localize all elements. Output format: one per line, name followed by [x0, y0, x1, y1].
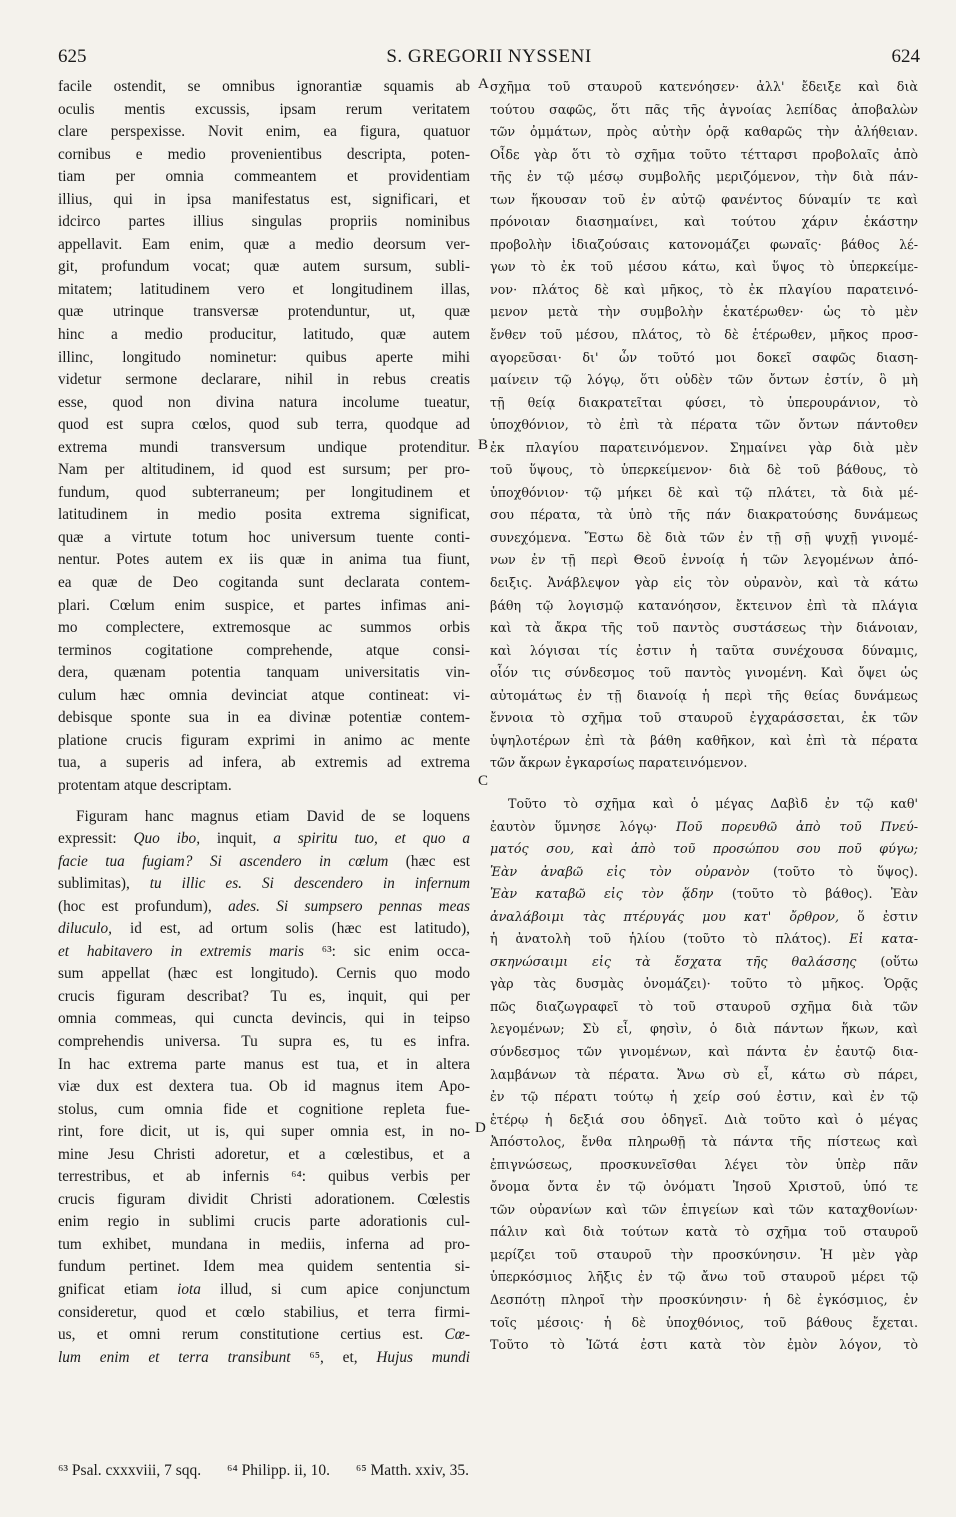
- latin-line: [58, 1256, 470, 1279]
- greek-line: [490, 906, 918, 929]
- latin-line: quod est supra cœlos, quod sub terra, quodque ad: [58, 416, 470, 434]
- greek-line: [490, 1289, 918, 1312]
- latin-segment: tu illic es. Si descendero in infernum: [149, 875, 470, 893]
- greek-line: προβολὴν ἰδιαζούσαις κατονομάζει φωναῖς· βάθος λέ-: [490, 236, 918, 252]
- greek-segment: πάλιν καὶ διὰ τούτων κατὰ τὸ σχῆμα τοῦ σταυροῦ: [490, 1224, 918, 1240]
- latin-segment: id est, ad ortum solis (hæc est latitudo),: [111, 920, 470, 938]
- greek-line: τῆς ἐν τῷ μέσῳ συμβολῆς μεριζόμενον, τὴν διὰ πάν-: [490, 169, 918, 185]
- latin-segment: rint, fore dicit, ut is, qui super omnia est, in no-: [58, 1123, 470, 1141]
- latin-segment: crucis figuram describat? Tu es, inquit, qui per: [58, 987, 470, 1005]
- greek-line: των ἥκουσαν τοῦ ἐν αὐτῷ φανέντος δύναμίν τε καὶ: [490, 191, 918, 207]
- latin-line: dera, quænam potentia tanquam universitatis vin-: [58, 664, 470, 682]
- latin-segment: comprehendis universa. Tu supra es, tu es infra.: [58, 1032, 470, 1050]
- latin-line: latitudinem in medio posita extrema significat,: [58, 506, 470, 524]
- latin-line: [58, 1234, 470, 1257]
- latin-line: hinc a medio producitur, latitudo, quæ autem: [58, 326, 470, 344]
- greek-line: αγορεῦσαι· δι' ὧν τοῦτό μοι δοκεῖ σαφῶς διαση-: [490, 349, 918, 365]
- greek-line: [490, 951, 918, 974]
- greek-line: [490, 1018, 918, 1041]
- greek-line: αὐτομάτως ἐν τῇ διανοίᾳ ἡ περὶ τῆς θείας δυνάμεως: [490, 687, 918, 703]
- greek-line: πρόνοιαν διασημαίνει, καὶ τούτου χάριν ἑκάστην: [490, 214, 918, 230]
- latin-line: appellavit. Eam enim, quæ a medio deorsum ver-: [58, 235, 470, 253]
- latin-segment: a spiritu tuo, et quo a: [273, 830, 470, 848]
- greek-line: [490, 861, 918, 884]
- greek-segment: ἑαυτὸν ὕμνησε λόγῳ·: [490, 818, 676, 834]
- greek-line: σχῆμα τοῦ σταυροῦ κατενόησεν· ἀλλ' ἔδειξε καὶ διὰ: [490, 79, 918, 94]
- greek-line: σου πέρατα, τὰ ὑπὸ τῆς πάν διακρατούσης δυνάμεως: [490, 507, 918, 523]
- latin-line: [58, 1166, 470, 1189]
- latin-segment: iota: [177, 1280, 201, 1298]
- latin-line: [58, 1324, 470, 1347]
- latin-line: [58, 873, 470, 896]
- greek-line: [490, 1086, 918, 1109]
- latin-line: [58, 1144, 470, 1167]
- footnote-64: ⁶⁴ Philipp. ii, 10.: [226, 1462, 330, 1479]
- latin-segment: tum exhibet, mundana in mediis, inferna ad pro-: [58, 1235, 470, 1253]
- margin-letter-d: D: [475, 1120, 486, 1136]
- latin-line: plari. Cœlum enim suspice, et partes infimas ani-: [58, 596, 470, 614]
- latin-segment: facie tua fugiam? Si ascendero in cœlum: [58, 852, 389, 870]
- latin-segment: lum enim et terra transibunt: [58, 1348, 291, 1366]
- greek-line: [490, 973, 918, 996]
- latin-line: git, profundum vocat; quæ autem sursum, subli-: [58, 258, 470, 276]
- greek-segment: ὑπερκόσμιος λῆξις ἐν τῷ ἄνω τοῦ σταυροῦ μέρει τῷ: [490, 1269, 918, 1285]
- latin-line: [58, 1076, 470, 1099]
- latin-segment: et habitavero in extremis maris: [58, 942, 304, 960]
- greek-segment: ἀναλάβοιμι τὰς πτέρυγάς μου κατ' ὄρθρον,: [490, 908, 839, 924]
- greek-line: [490, 1176, 918, 1199]
- greek-segment: Ποῦ πορευθῶ ἀπὸ τοῦ Πνεύ-: [675, 818, 918, 834]
- page-number-right: 624: [891, 46, 920, 67]
- latin-line: quæ utrinque transversæ protenduntur, ut, quæ: [58, 303, 470, 321]
- latin-line: [58, 1347, 470, 1370]
- greek-line: δειξις. Ἀνάβλεψον γὰρ εἰς τὸν οὐρανὸν, καὶ τὰ κάτω: [490, 575, 918, 591]
- margin-letter-c: C: [478, 773, 489, 789]
- latin-line: mo complectere, extremosque ac summos orbis: [58, 619, 470, 637]
- latin-line: [58, 918, 470, 941]
- greek-line: τῇ θείᾳ διακρατεῖται φύσει, τὸ ὑπερουράνιον, τὸ: [490, 394, 918, 410]
- greek-segment: ἡ ἀνατολὴ τοῦ ἡλίου (τοῦτο τὸ πλάτος).: [490, 931, 850, 947]
- latin-line: oculis mentis excussis, ipsam rerum veritatem: [58, 100, 470, 118]
- footnote-65: ⁶⁵ Matth. xxiv, 35.: [355, 1462, 469, 1479]
- greek-segment: Εἰ κατα-: [849, 931, 918, 947]
- latin-line: illius, qui in ipsa manifestatus est, significari, et: [58, 190, 470, 208]
- latin-segment: fundum pertinet. Idem mea quidem sententia si-: [58, 1258, 470, 1276]
- greek-segment: Ἐὰν ἀναβῶ εἰς τὸν οὐρανὸν: [490, 863, 750, 879]
- latin-segment: ⁶⁵, et,: [290, 1348, 377, 1366]
- latin-segment: terrestribus, et ab infernis ⁶⁴: quibus verbis per: [58, 1168, 470, 1186]
- latin-line: [58, 1008, 470, 1031]
- latin-line: [58, 1279, 470, 1302]
- running-header: [58, 46, 920, 68]
- greek-line: οἷόν τις σύνδεσμος τοῦ παντὸς γινομένη. Καὶ ὄψει ὡς: [490, 665, 918, 681]
- greek-segment: Ἀπόστολος, ἔνθα πληρωθῇ τὰ πάντα τῆς πίστεως καὶ: [490, 1134, 918, 1150]
- margin-letter-b: B: [478, 437, 489, 453]
- greek-line: Οἶδε γὰρ ὅτι τὸ σχῆμα τοῦτο τέτταρσι προβολαῖς ἀπὸ: [490, 146, 918, 162]
- greek-line: [490, 1221, 918, 1244]
- greek-line: ἐκ πλαγίου παρατεινόμενον. Σημαίνει γὰρ διὰ μὲν: [490, 439, 918, 455]
- greek-line: τῶν ἄκρων ἐγκαρσίως παρατεινόμενον.: [490, 755, 748, 771]
- latin-segment: Cœ-: [444, 1326, 470, 1344]
- latin-line: extrema mundi transversum undique protenditur.: [58, 438, 470, 456]
- latin-segment: crucis figuram dividit Christi adorationem. Cœlestis: [58, 1190, 470, 1208]
- greek-segment: Δεσπότῃ πληροῖ τὴν προσκύνησιν· ἡ δὲ ἐγκόσμιος, ἐν: [490, 1291, 918, 1307]
- greek-line: καὶ λόγισαι τίς ἐστιν ἡ ταῦτα συνέχουσα δύναμις,: [490, 642, 918, 658]
- greek-line: νων ἐν τῇ περὶ Θεοῦ ἐννοίᾳ ἡ τῶν λεγομένων ἀπό-: [490, 552, 918, 568]
- latin-segment: Hujus mundi: [376, 1348, 470, 1366]
- latin-line: [58, 1031, 470, 1054]
- latin-line: mitatem; latitudinem vero et longitudinem illas,: [58, 280, 470, 298]
- latin-segment: Quo ibo,: [133, 830, 201, 848]
- latin-line: [58, 963, 470, 986]
- latin-line: [58, 896, 470, 919]
- latin-segment: viæ dux est dextera tua. Ob id magnus item Apo-: [58, 1078, 470, 1096]
- greek-line: [490, 1131, 918, 1154]
- footnotes: [58, 1462, 918, 1480]
- latin-line: [58, 1189, 470, 1212]
- greek-segment: τῶν οὐρανίων καὶ τῶν ἐπιγείων καὶ τῶν καταχθονίων·: [490, 1201, 918, 1217]
- greek-line: [490, 1154, 918, 1177]
- page-title: S. GREGORII NYSSENI: [386, 46, 592, 67]
- latin-segment: expressit:: [58, 830, 134, 848]
- greek-line: ὑποχθόνιον, τὸ ἐπὶ τὰ πέρατα τῶν ὄντων πάντοθεν: [490, 417, 918, 433]
- greek-line: μαίνειν τῷ λόγῳ, ὅτι οὐδὲν τῶν ὄντων ἐστίν, ὃ μὴ: [490, 372, 918, 388]
- greek-segment: (τοῦτο τὸ ὕψος).: [749, 863, 918, 879]
- latin-segment: us, et omni rerum constitutione certius est.: [58, 1326, 445, 1344]
- latin-segment: diluculo,: [58, 920, 112, 938]
- greek-line: βάθη τῷ λογισμῷ κατανόησον, ἔκτεινον ἐπὶ τὰ πλάγια: [490, 597, 918, 613]
- greek-line: [490, 928, 918, 951]
- latin-segment: In hac extrema parte manus est tua, et in altera: [58, 1055, 470, 1073]
- latin-line: illinc, longitudo nominetur: quibus aperte mihi: [58, 348, 470, 366]
- greek-line: ἔνθεν τοῦ μέσου, πλάτος, τὸ δὲ ἑτέρωθεν, μῆκος προσ-: [490, 327, 918, 343]
- latin-line: facile ostendit, se omnibus ignorantiæ squamis ab: [58, 78, 470, 95]
- latin-line: videtur sermone declarare, nihil in rebus creatis: [58, 371, 470, 389]
- latin-line: [58, 1054, 470, 1077]
- latin-column: [58, 76, 470, 1369]
- latin-line: [58, 986, 470, 1009]
- latin-line: Figuram hanc magnus etiam David de se loquens: [76, 807, 470, 825]
- latin-line: culum hæc omnia devinciat atque contineat: vi-: [58, 686, 470, 704]
- greek-line: τοῦ ὕψους, τὸ ὑπερκείμενον· διὰ δὲ τοῦ βάθους, τὸ: [490, 462, 918, 478]
- latin-segment: stolus, cum omnia fide et cognitione repleta fue-: [58, 1100, 470, 1118]
- margin-letter-a: A: [478, 76, 489, 92]
- greek-line: [490, 1199, 918, 1222]
- latin-segment: enim regio in sublimi crucis parte adorationis cul-: [58, 1213, 470, 1231]
- latin-line: tiam per omnia commeantem et providentiam: [58, 168, 470, 186]
- greek-segment: ὅ ἐστιν: [838, 908, 918, 924]
- greek-line: ἔννοια τὸ σχῆμα τοῦ σταυροῦ ἐγχαράσσεται, ἐκ τῶν: [490, 710, 918, 726]
- page-number-left: 625: [58, 46, 87, 67]
- latin-line: [58, 1121, 470, 1144]
- greek-segment: (οὕτω: [856, 953, 918, 969]
- greek-line: [490, 1244, 918, 1267]
- latin-line: cornibus e medio provenientibus descripta, poten-: [58, 145, 470, 163]
- greek-line: [490, 838, 918, 861]
- latin-line: quæ a virtute totum hoc universum tuente conti-: [58, 528, 470, 546]
- greek-segment: σκηνώσαιμι εἰς τὰ ἔσχατα τῆς θαλάσσης: [490, 953, 857, 969]
- greek-line: ὑποχθόνιον· τῷ μήκει δὲ καὶ τῷ πλάτει, τὰ διὰ μέ-: [490, 484, 918, 500]
- latin-segment: ⁶³: sic enim occa-: [303, 942, 470, 960]
- greek-line: τούτου σαφῶς, ὅτι πᾶς τῆς ἀγνοίας λεπίδας ἀποβαλὼν: [490, 101, 918, 117]
- latin-line: [58, 828, 470, 851]
- greek-segment: ἐν τῷ πέρατι τούτῳ ἡ χείρ σού ἐστιν, καὶ ἐν τῷ: [490, 1089, 918, 1105]
- greek-line: [490, 1041, 918, 1064]
- greek-segment: πῶς διαζωγραφεῖ τὸ τοῦ σταυροῦ σχῆμα διὰ τῶν: [490, 998, 918, 1014]
- latin-line: terminos cogitatione comprehende, atque consi-: [58, 641, 470, 659]
- greek-line: καὶ τὰ ἄκρα τῆς τοῦ παντὸς συστάσεως τὴν διάνοιαν,: [490, 620, 918, 636]
- latin-line: Nam per altitudinem, id quod est sursum; per pro-: [58, 461, 470, 479]
- greek-segment: γὰρ τὰς δυσμὰς ὀνομάζει)· τοῦτο τὸ μῆκος. Ὁρᾷς: [490, 976, 918, 992]
- greek-line: [490, 883, 918, 906]
- latin-line: [58, 941, 470, 964]
- latin-line: idcirco partes illius singulas propriis nominibus: [58, 213, 470, 231]
- latin-line: nentur. Potes autem ex iis quæ in anima tua fiunt,: [58, 551, 470, 569]
- latin-line: [58, 1099, 470, 1122]
- greek-line: [490, 996, 918, 1019]
- latin-segment: inquit,: [200, 830, 274, 848]
- greek-segment: ὄνομα ὄντα ἐν τῷ ὀνόματι Ἰησοῦ Χριστοῦ, ὑπό τε: [490, 1179, 918, 1195]
- greek-line: [490, 1334, 918, 1357]
- latin-line: [58, 851, 470, 874]
- greek-segment: ἐπιγνώσεως, προσκυνεῖσθαι λέγει τὸν ὑπὲρ πᾶν: [490, 1156, 918, 1172]
- greek-segment: ματός σου, καὶ ἀπὸ τοῦ προσώπου σου ποῦ φύγω;: [490, 841, 918, 857]
- greek-line: νον· πλάτος δὲ καὶ μῆκος, τὸ ἐκ πλαγίου παρατεινό-: [490, 281, 918, 297]
- greek-line: συνεχόμενα. Ἔστω δὲ διὰ τῶν ἐν τῇ σῇ ψυχῇ γινομέ-: [490, 529, 918, 545]
- latin-segment: illud, si cum apice conjunctum: [200, 1280, 470, 1298]
- latin-line: [58, 1302, 470, 1325]
- greek-line: [490, 1064, 918, 1087]
- greek-segment: λεγομένων; Σὺ εἶ, φησὶν, ὁ διὰ πάντων ἥκων, καὶ: [490, 1021, 918, 1037]
- greek-line: [490, 816, 918, 839]
- greek-segment: σύνδεσμος τῶν γινομένων, καὶ πάντα ἐν ἑαυτῷ δια-: [490, 1043, 918, 1059]
- latin-line: tua, a superis ad infera, ab extremis ad extrema: [58, 754, 470, 772]
- latin-segment: (hoc est profundum),: [58, 897, 229, 915]
- greek-line: [490, 1109, 918, 1132]
- latin-segment: sum appellat (hæc est longitudo). Cernis quo modo: [58, 965, 470, 983]
- greek-line: [490, 1312, 918, 1335]
- latin-line: protentam atque descriptam.: [58, 776, 232, 794]
- greek-line: [490, 1266, 918, 1289]
- latin-line: platione crucis figuram exprimi in animo ac mente: [58, 731, 470, 749]
- latin-line: debisque sponte sua in ea divinæ potentiæ contem-: [58, 709, 470, 727]
- greek-segment: ἑτέρῳ ἡ δεξιά σου ὁδηγεῖ. Διὰ τοῦτο καὶ ὁ μέγας: [490, 1111, 918, 1127]
- latin-segment: mine Jesu Christi adoretur, et a cœlestibus, et a: [58, 1145, 470, 1163]
- greek-line: τῶν ὀμμάτων, πρὸς αὐτὴν ὁρᾷ καθαρῶς τὴν ἀλήθειαν.: [490, 124, 918, 140]
- greek-segment: Τοῦτο τὸ Ἰῶτά ἐστι κατὰ τὸν ἐμὸν λόγον, τὸ: [490, 1337, 918, 1353]
- footnote-63: ⁶³ Psal. cxxxviii, 7 sqq.: [58, 1462, 202, 1479]
- greek-line: μενον μετὰ τὴν συμβολὴν ἑκατέρωθεν· ὡς τὸ μὲν: [490, 304, 918, 320]
- latin-line: [58, 1211, 470, 1234]
- greek-segment: Ἐὰν καταβῶ εἰς τὸν ᾅδην: [490, 886, 714, 902]
- greek-line: Τοῦτο τὸ σχῆμα καὶ ὁ μέγας Δαβὶδ ἐν τῷ καθ': [508, 795, 918, 811]
- greek-segment: λαμβάνων τὰ πέρατα. Ἄνω σὺ εἶ, κάτω σὺ πάρει,: [490, 1066, 918, 1082]
- latin-line: fundum, quod subterraneum; per longitudinem et: [58, 483, 470, 501]
- latin-line: ea quæ de Deo cogitanda sunt declarata contem-: [58, 574, 470, 592]
- latin-segment: (hæc est: [388, 852, 470, 870]
- latin-segment: omnia commeas, qui cuncta devincis, qui in teipso: [58, 1010, 470, 1028]
- greek-segment: τοῖς μέσοις· ἡ δὲ ὑποχθόνιος, τοῦ βάθους ἔχεται.: [490, 1314, 918, 1330]
- greek-column: [490, 76, 918, 1357]
- greek-segment: (τοῦτο τὸ βάθος). Ἐὰν: [713, 886, 918, 902]
- latin-segment: gnificat etiam: [58, 1280, 178, 1298]
- latin-line: esse, quod non divina natura incolume tueatur,: [58, 393, 470, 411]
- latin-line: clare perspexisse. Novit enim, ea figura, quatuor: [58, 123, 470, 141]
- latin-segment: sublimitas),: [58, 875, 150, 893]
- latin-segment: ades. Si sumpsero pennas meas: [228, 897, 470, 915]
- greek-line: ὑψηλοτέρων ἐπὶ τὰ βάθη καθῆκον, καὶ ἐπὶ τὰ πέρατα: [490, 732, 918, 748]
- latin-segment: consideretur, quod et cœlo stabilius, et terra firmi-: [58, 1303, 470, 1321]
- greek-segment: μερίζει τοῦ σταυροῦ τὴν προσκύνησιν. Ἡ μὲν γὰρ: [490, 1246, 918, 1262]
- greek-line: γων τὸ ἐκ τοῦ μέσου κάτω, καὶ ὕψος τὸ ὑπερκείμε-: [490, 259, 918, 275]
